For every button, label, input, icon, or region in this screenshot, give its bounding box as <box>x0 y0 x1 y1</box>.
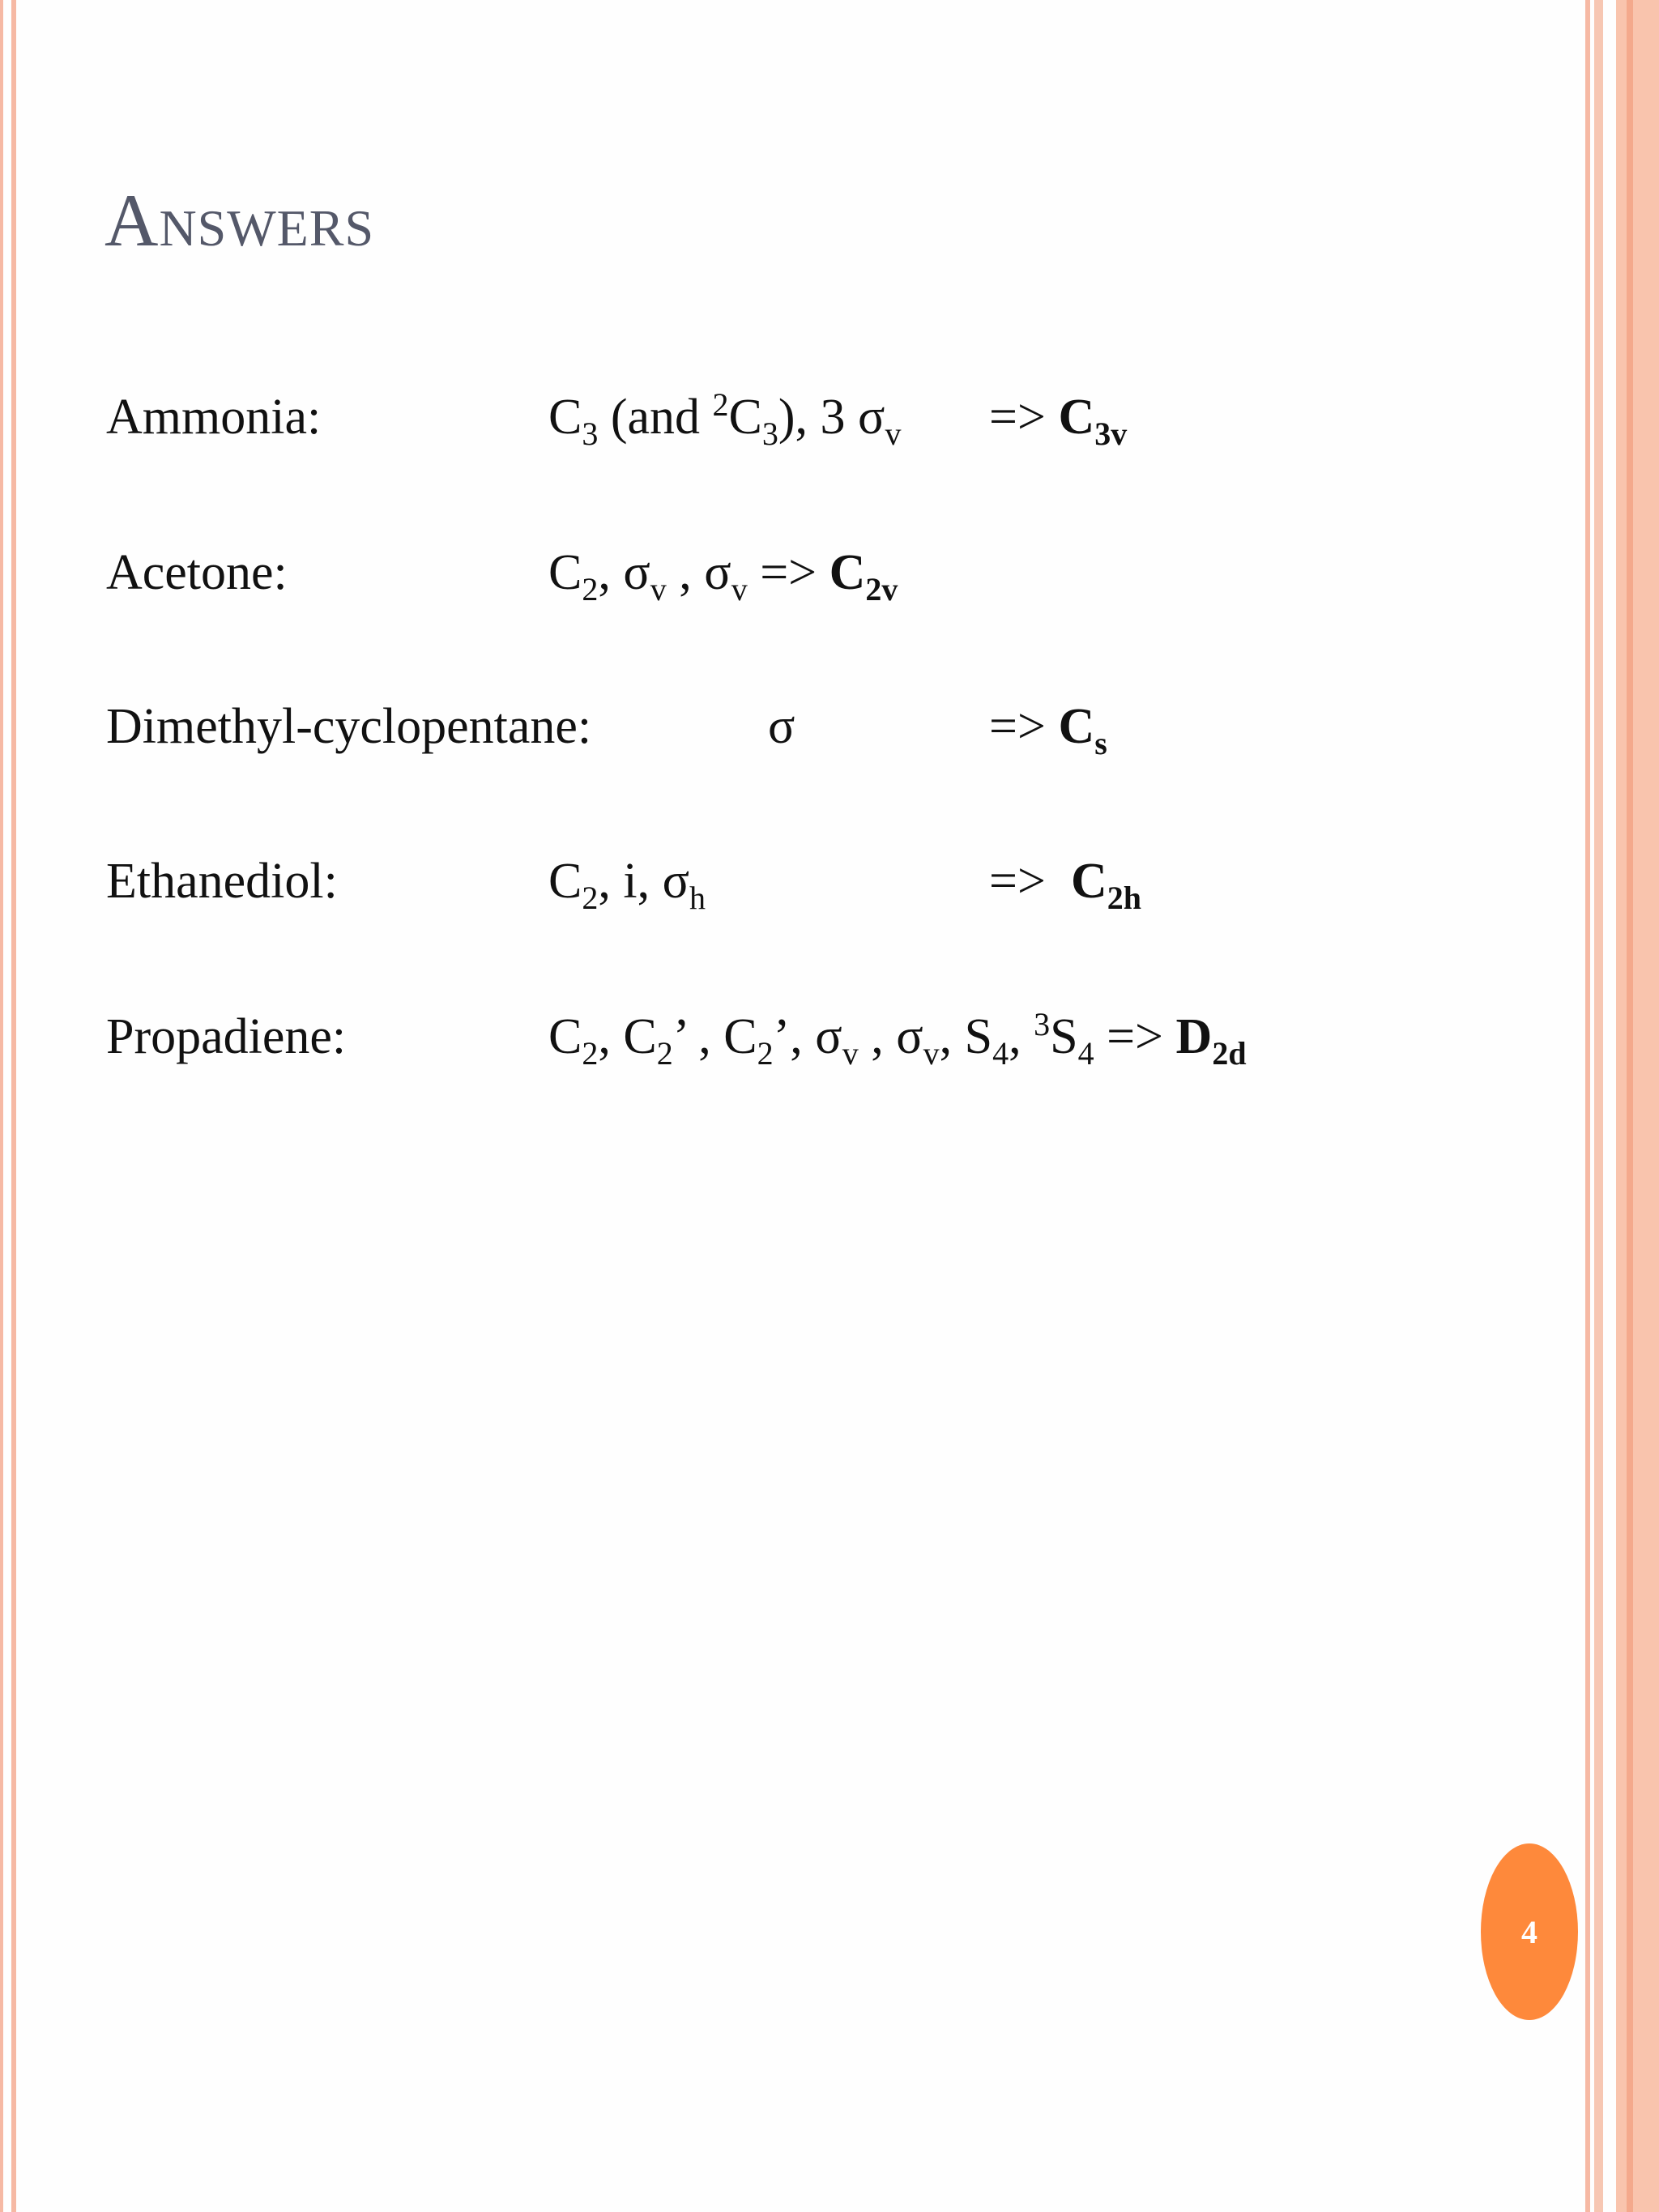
left-border-line <box>11 0 16 2212</box>
molecule-label: Acetone: <box>106 545 288 600</box>
right-border-band <box>1616 0 1659 2212</box>
molecule-label: Ammonia: <box>106 390 322 445</box>
symmetry-elements: $C_2$, i, $\sigma_h$ <box>548 854 706 916</box>
point-group-result: => $C_{2h}$ <box>989 854 1141 916</box>
molecule-label: Ethanediol: <box>106 854 338 909</box>
molecule-label: Propadiene: <box>106 1009 347 1064</box>
point-group-result: => $C_s$ <box>989 699 1107 761</box>
point-group-result: => $C_{3v}$ <box>989 390 1128 452</box>
right-border-line <box>1627 0 1633 2212</box>
symmetry-elements: $C_2$, $C_2$’ , $C_2$’, $\sigma_v$ , $\sigma_v$, $S_4$, $^3S_4 => D_{2d}$ <box>548 1006 1247 1072</box>
left-border-line <box>0 0 3 2212</box>
molecule-label: Dimethyl-cyclopentane: <box>106 699 592 754</box>
symmetry-elements: $C_2$, $\sigma_v$ , $\sigma_v => C_{2v}$ <box>548 545 898 607</box>
slide-title: Answers <box>104 179 375 262</box>
symmetry-elements: σ <box>768 699 795 754</box>
right-border-line <box>1585 0 1590 2212</box>
right-border-line <box>1594 0 1603 2212</box>
symmetry-elements: $C_3$ (and $^2C_3$), 3 $\sigma_v$ <box>548 386 902 452</box>
page-number-badge: 4 <box>1481 1843 1578 2020</box>
